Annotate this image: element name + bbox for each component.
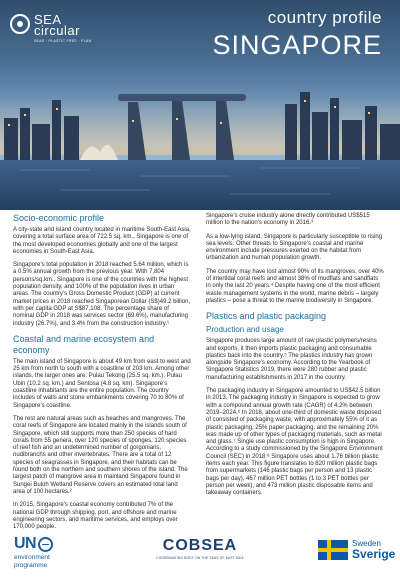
section-title-socio-economic: Socio-economic profile <box>13 213 105 223</box>
logo-tagline: SEAS · PLASTIC FREE · PLAN <box>34 39 92 43</box>
page-title <box>212 8 382 61</box>
paragraph: In 2015, Singapore’s coastal economy contributed 7% of the national GDP through shipping, port, and offshore and marine engineering sectors, and maritime services, and employs over 170,000 people. <box>13 502 178 531</box>
paragraph: The main island of Singapore is about 49 km from east to west and 25 km from north to south with a coastline of 203 km. Among other islands, the larger ones are: Pulau Tekong (25.5 sq. km.), Pulau Ubin (10.2 sq. km.) and Sentosa (4.8 sq. km). Singapore’s coastline inhabitants are the entire population. The country includes of walls and stone embankments covering 70 to 80% of Singapore’s coastline. <box>13 358 191 409</box>
footer-logos <box>0 532 400 577</box>
sea-circular-logo <box>10 14 91 43</box>
subsection-title-production: Production and usage <box>206 325 284 335</box>
paragraph: The country may have lost almost 90% of its mangroves, over 40% of intertidal coral reefs and almost 38% of mudflats and sandflats in only the last 20 years.⁴ Despite having one of the most efficient waste management systems in the world, marine debris – largely plastics – pose a threat to the marine biodiversity in Singapore. <box>206 268 384 304</box>
right-column <box>206 213 384 504</box>
cobsea-tagline: COORDINATING BODY ON THE SEAS OF EAST ASIA <box>156 556 244 560</box>
cobsea-name: COBSEA <box>162 537 238 554</box>
sweden-label: Sweden <box>352 539 381 548</box>
title-kicker: country profile <box>267 8 382 27</box>
sweden-logo <box>318 540 395 560</box>
sverige-label: Sverige <box>352 547 396 561</box>
globe-icon <box>38 537 53 552</box>
unep-abbr: UN <box>14 535 37 552</box>
unep-label-1: environment <box>14 554 50 561</box>
paragraph: A city-state and island country located in maritime South-East Asia, covering a total surface area of 722.5 sq. km., Singapore is one of the most developed economies globally and one of the largest economies in South-East Asia. <box>13 227 191 255</box>
section-title-plastics: Plastics and plastic packaging <box>206 311 327 322</box>
paragraph: Singapore’s total population in 2018 reached 5.64 million, which is a 0.5% annual growth from the previous year. With 7,804 persons/sq.km., Singapore is one of the countries with the highest population density, and 100% of the population lives in urban areas. The country’s Gross Domestic Product (GDP) at current market prices in 2018 reached Singaporean Dollar (S$)49.2 billion, with per capita GDP at S$87,108. The percentage share of nominal GDP in 2018 was services sector (69.6%), manufacturing industry (26.7%), and 3.4% from the construction industry.¹ <box>13 262 191 327</box>
paragraph: Singapore produces large amount of raw plastic polymers/resins and exports, it then imports plastic packaging and consumable plastics back into the country.⁵ The plastics industry has grown alongside Singapore’s economy. According to the Yearbook of Singapore Statistics 2019, there were 280 rubber and plastic manufacturing establishments in 2017 in the country. <box>206 338 377 381</box>
country-name: SINGAPORE <box>212 30 382 60</box>
paragraph: As a low-lying island, Singapore is particularly susceptible to rising sea levels. Other threats to Singapore’s coastal and marine environment include pressures exerted on the habitat from urbanization and human population growth. <box>206 233 383 262</box>
section-title-coastal-marine: Coastal and marine ecosystem and economy <box>13 333 155 355</box>
paragraph: The rest are natural areas such as beaches and mangroves. The coral reefs of Singapore are located mainly in the islands south of Singapore, which still supports more than 250 species of hard corals from 55 genera, over 120 species of sponges, 120 species of reef fish and an undetermined number of gorgonians, nudibranchs and other invertebrates. There are a total of 12 species of seagrasses in Singapore, and their habitats can be found both on the northern and southern shores of the island. The largest patch of mangrove area in mainland Singapore found in Sungei Buloh Wetland Reserve covers an estimated total land area of 100 hectares.² <box>13 415 188 495</box>
logo-line-2: circular <box>34 23 80 38</box>
sea-circular-emblem-icon <box>10 14 30 34</box>
unep-logo <box>14 535 53 569</box>
unep-label-2: programme <box>14 562 48 569</box>
left-column <box>13 213 191 537</box>
hero-banner <box>0 0 400 210</box>
swedish-flag-icon <box>318 540 348 560</box>
paragraph: Singapore’s cruise industry alone directly contributed US$515 million to the nation’s economy in 2016.³ <box>206 213 370 227</box>
logo-line-1: SEA <box>34 12 62 27</box>
cobsea-logo <box>150 537 250 560</box>
paragraph: The packaging industry in Singapore amounted to US$42.5 billion in 2013. The packaging industry in Singapore is expected to grow with a compound annual growth rate (CAGR) of 4.2% between 2019–2024.⁶ In 2018, about one-third of domestic waste disposed of consisted of packaging waste, with approximately 55% of it as plastic packaging, 25% paper packaging, and the remaining 20% was made up of other types of packaging materials, such as metal and glass.⁷ Single use plastic consumption is high in Singapore. According to a study commissioned by the Singapore Environment Council (SEC) in 2018:⁸ Singapore uses about 1.76 billion plastic items each year. This figure translates to 820 million plastic bags from supermarkets (146 plastic bags per person and 13 plastic bags per day), 467 million PET bottles (1 to 3 PET bottles per person per week), and 473 million plastic disposable items and takeaway containers. <box>206 388 383 497</box>
